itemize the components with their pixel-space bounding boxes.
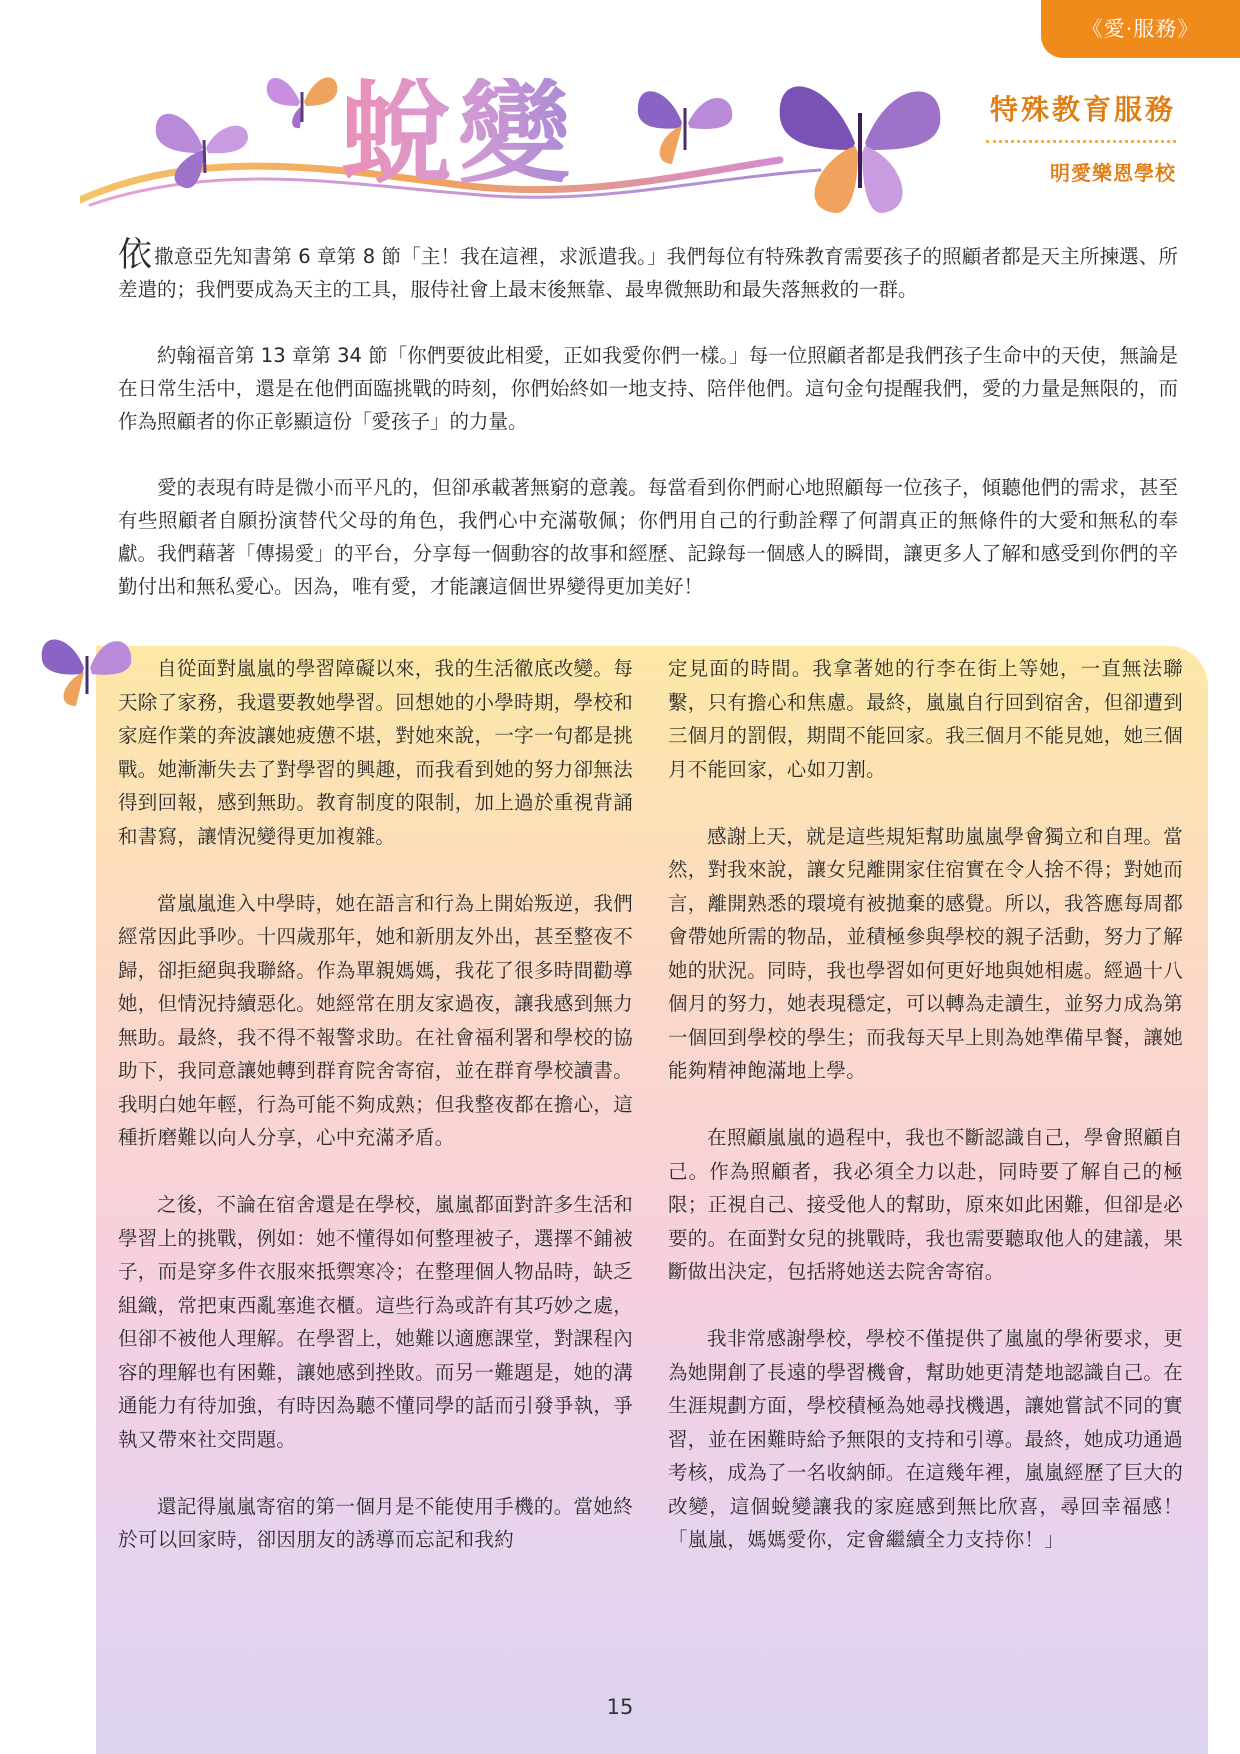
story-paragraph: 還記得嵐嵐寄宿的第一個月是不能使用手機的。當她終於可以回家時，卻因朋友的誘導而忘記和我約 <box>118 1494 633 1551</box>
intro-paragraph <box>118 235 1179 306</box>
story-paragraph: 自從面對嵐嵐的學習障礙以來，我的生活徹底改變。每天除了家務，我還要教她學習。回想她的小學時期，學校和家庭作業的奔波讓她疲憊不堪，對她來說，一字一句都是挑戰。她漸漸失去了對學習的興趣，而我看到她的努力卻無法得到回報，感到無助。教育制度的限制，加上過於重視背誦和書寫，讓情況變得更加複雜。 <box>118 657 633 848</box>
department-block <box>986 88 1176 186</box>
article-title: 蛻變 <box>340 68 576 199</box>
drop-cap: 依 <box>118 235 153 275</box>
section-tab: 《愛·服務》 <box>1041 0 1240 58</box>
butterfly-icon <box>770 58 950 228</box>
butterfly-icon <box>630 68 740 178</box>
dotted-divider <box>986 140 1176 143</box>
butterfly-icon <box>148 98 258 198</box>
intro-paragraph: 愛的表現有時是微小而平凡的，但卻承載著無窮的意義。每當看到你們耐心地照顧每一位孩子，傾聽他們的需求，甚至有些照顧者自願扮演替代父母的角色，我們心中充滿敬佩；你們用自己的行動詮釋了何謂真正的無條件的大愛和無私的奉獻。我們藉著「傳揚愛」的平台，分享每一個動容的故事和經歷、記錄每一個感人的瞬間，讓更多人了解和感受到你們的辛勤付出和無私愛心。因為，唯有愛，才能讓這個世界變得更加美好！ <box>118 476 1178 598</box>
story-paragraph: 感謝上天，就是這些規矩幫助嵐嵐學會獨立和自理。當然，對我來說，讓女兒離開家住宿實在令人捨不得；對她而言，離開熟悉的環境有被拋棄的感覺。所以，我答應每周都會帶她所需的物品，並積極參與學校的親子活動，努力了解她的狀況。同時，我也學習如何更好地與她相處。經過十八個月的努力，她表現穩定，可以轉為走讀生，並努力成為第一個回到學校的學生；而我每天早上則為她準備早餐，讓她能夠精神飽滿地上學。 <box>668 824 1183 1082</box>
story-paragraph: 定見面的時間。我拿著她的行李在街上等她，一直無法聯繫，只有擔心和焦慮。最終，嵐嵐自行回到宿舍，但卻遭到三個月的罰假，期間不能回家。我三個月不能見她，她三個月不能回家，心如刀割。 <box>668 657 1183 781</box>
department-title: 特殊教育服務 <box>989 93 1176 126</box>
story-column-right <box>668 652 1183 1590</box>
page-number: 15 <box>606 1695 634 1719</box>
intro-text <box>118 235 1179 636</box>
intro-paragraph: 約翰福音第 13 章第 34 節「你們要彼此相愛，正如我愛你們一樣。」每一位照顧者都是我們孩子生命中的天使，無論是在日常生活中，還是在他們面臨挑戰的時刻，你們始終如一地支持、陪伴他們。這句金句提醒我們，愛的力量是無限的，而作為照顧者的你正彰顯這份「愛孩子」的力量。 <box>118 344 1178 433</box>
story-paragraph: 之後，不論在宿舍還是在學校，嵐嵐都面對許多生活和學習上的挑戰，例如：她不懂得如何整理被子，選擇不鋪被子，而是穿多件衣服來抵禦寒冷；在整理個人物品時，缺乏組織，常把東西亂塞進衣櫃。這些行為或許有其巧妙之處，但卻不被他人理解。在學習上，她難以適應課堂，對課程內容的理解也有困難，讓她感到挫敗。而另一難題是，她的溝通能力有待加強，有時因為聽不懂同學的話而引發爭執，爭執又帶來社交問題。 <box>118 1193 633 1451</box>
school-name: 明愛樂恩學校 <box>1050 161 1176 185</box>
story-paragraph: 在照顧嵐嵐的過程中，我也不斷認識自己，學會照顧自己。作為照顧者，我必須全力以赴，同時要了解自己的極限；正視自己、接受他人的幫助，原來如此困難，但卻是必要的。在面對女兒的挑戰時，我也需要聽取他人的建議，果斷做出決定，包括將她送去院舍寄宿。 <box>668 1126 1183 1283</box>
story-column-left <box>118 652 633 1590</box>
story-paragraph: 我非常感謝學校，學校不僅提供了嵐嵐的學術要求，更為她開創了長遠的學習機會，幫助她更清楚地認識自己。在生涯規劃方面，學校積極為她尋找機遇，讓她嘗試不同的實習，並在困難時給予無限的支持和引導。最終，她成功通過考核，成為了一名收納師。在這幾年裡，嵐嵐經歷了巨大的改變，這個蛻變讓我的家庭感到無比欣喜，尋回幸福感！「嵐嵐，媽媽愛你，定會繼續全力支持你！」 <box>668 1327 1183 1551</box>
butterfly-icon <box>262 62 342 137</box>
story-paragraph: 當嵐嵐進入中學時，她在語言和行為上開始叛逆，我們經常因此爭吵。十四歲那年，她和新朋友外出，甚至整夜不歸，卻拒絕與我聯絡。作為單親媽媽，我花了很多時間勸導她，但情況持續惡化。她經常在朋友家過夜，讓我感到無力無助。最終，我不得不報警求助。在社會福利署和學校的協助下，我同意讓她轉到群育院舍寄宿，並在群育學校讀書。我明白她年輕，行為可能不夠成熟；但我整夜都在擔心，這種折磨難以向人分享，心中充滿矛盾。 <box>118 891 633 1149</box>
intro-paragraph-text: 撒意亞先知書第 6 章第 8 節「主！我在這裡，求派遣我。」我們每位有特殊教育需要孩子的照顧者都是天主所揀選、所差遣的；我們要成為天主的工具，服侍社會上最末後無靠、最卑微無助和最失落無救的一群。 <box>118 245 1179 301</box>
